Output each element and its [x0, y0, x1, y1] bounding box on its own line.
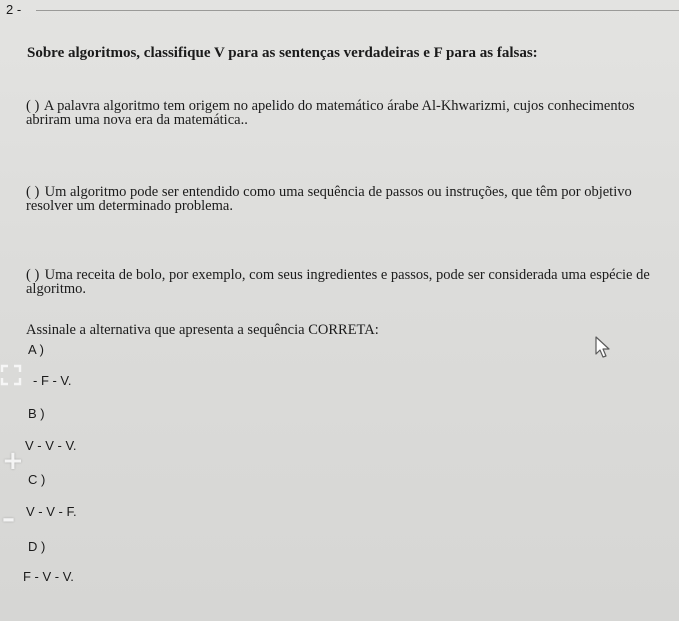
plus-icon[interactable]: + [2, 446, 24, 476]
option-c-value[interactable]: V - V - F. [26, 504, 77, 519]
statement-3 [26, 268, 676, 296]
option-a-value[interactable]: - F - V. [33, 373, 72, 388]
option-b-label[interactable]: B ) [28, 406, 45, 421]
statement-2 [26, 185, 676, 213]
statement-2-line-2: resolver um determinado problema. [26, 198, 233, 214]
option-c-label[interactable]: C ) [28, 472, 46, 487]
option-a-label[interactable]: A ) [28, 342, 44, 357]
option-d-label[interactable]: D ) [28, 539, 46, 554]
option-b-value[interactable]: V - V - V. [25, 438, 77, 453]
question-number: 2 - [6, 2, 22, 17]
statement-2-line-1: ( ) Um algoritmo pode ser entendido como uma sequência de passos ou instruções, que têm por objetivo [26, 184, 632, 200]
statement-1-line-1: ( ) A palavra algoritmo tem origem no apelido do matemático árabe Al-Khwarizmi, cujos conhecimentos [26, 98, 635, 114]
question-title: Sobre algoritmos, classifique V para as sentenças verdadeiras e F para as falsas: [27, 45, 538, 61]
statement-1-line-2: abriram uma nova era da matemática.. [26, 112, 248, 128]
expand-icon[interactable] [0, 364, 22, 386]
statement-2-paren[interactable]: ( ) [26, 184, 40, 200]
cursor-icon [593, 335, 613, 359]
statement-3-paren[interactable]: ( ) [26, 267, 40, 283]
statement-1 [26, 99, 676, 127]
statement-3-line-1: ( ) Uma receita de bolo, por exemplo, com seus ingredientes e passos, pode ser considerada uma espécie de [26, 267, 650, 283]
option-d-value[interactable]: F - V - V. [23, 569, 74, 584]
statement-1-paren[interactable]: ( ) [26, 98, 40, 114]
instruction-text: Assinale a alternativa que apresenta a sequência CORRETA: [26, 322, 379, 338]
statement-3-line-2: algoritmo. [26, 281, 87, 297]
divider [36, 10, 679, 11]
minus-icon[interactable]: – [2, 504, 15, 534]
